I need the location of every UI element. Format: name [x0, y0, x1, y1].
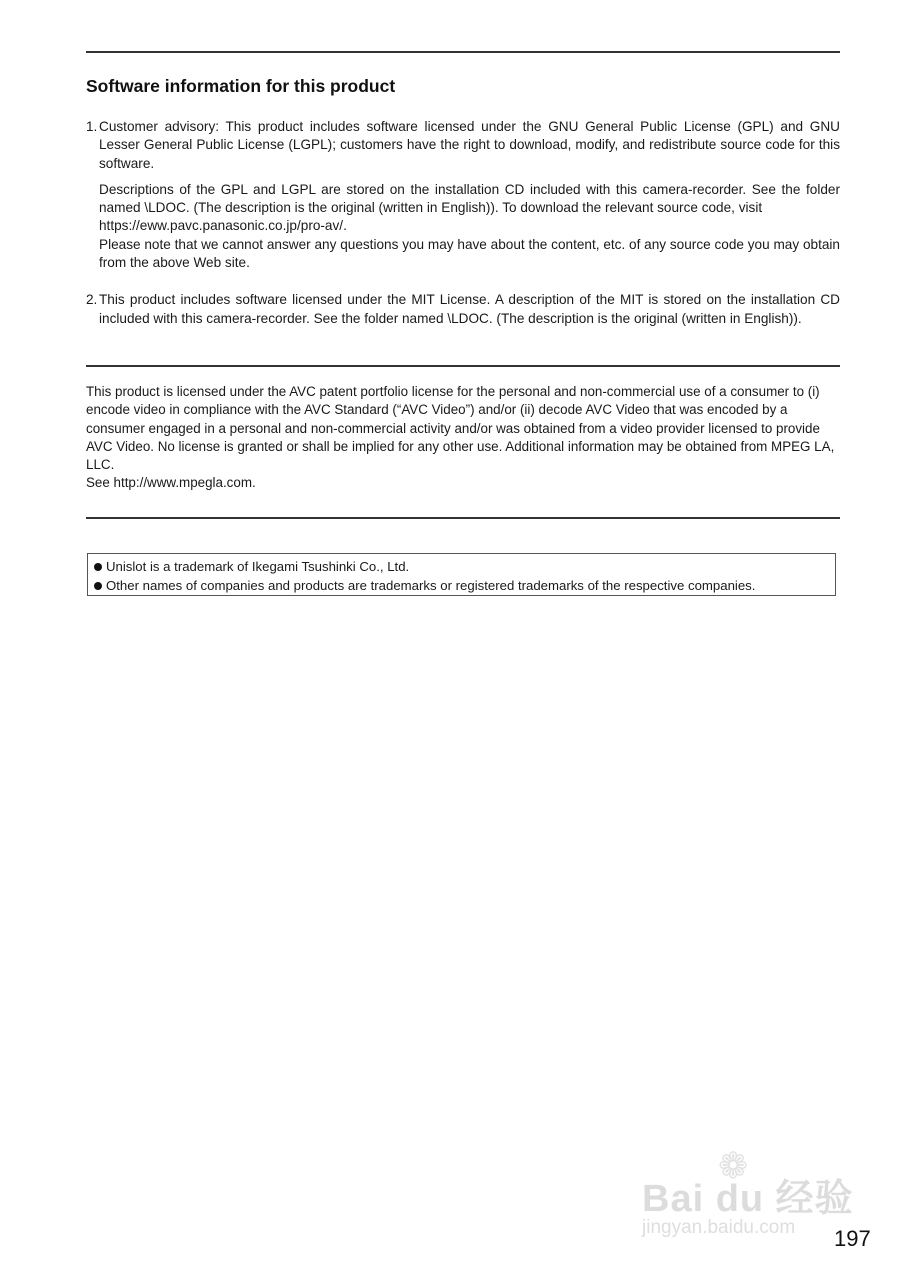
bullet-icon	[94, 582, 102, 590]
top-rule	[86, 51, 840, 53]
support-note: Please note that we cannot answer any questions you may have about the content, etc. of any source code you may obtain from the above Web site.	[99, 236, 840, 271]
list-item	[86, 291, 840, 328]
watermark-logo: Bai du 经验	[642, 1178, 854, 1220]
page-number: 197	[834, 1226, 871, 1251]
gpl-description-text: Descriptions of the GPL and LGPL are stored on the installation CD included with this camera-recorder. See the folder named \LDOC. (The description is the original (written in English)). To download the relevant source code, visit	[99, 181, 840, 216]
list-item	[86, 118, 840, 173]
avc-license-text: This product is licensed under the AVC patent portfolio license for the personal and non-commercial use of a consumer to (i) encode video in compliance with the AVC Standard (“AVC Video”) and/or (ii) decode AVC Video that was encoded by a consumer engaged in a personal and non-commercial activity and/or was obtained from a video provider licensed to provide AVC Video. No license is granted or shall be implied for any other use. Additional information may be obtained from MPEG LA, LLC.	[86, 384, 835, 473]
source-code-url: https://eww.pavc.panasonic.co.jp/pro-av/.	[99, 218, 347, 234]
lower-rule	[86, 517, 840, 519]
trademark-line	[94, 558, 829, 577]
bullet-icon	[94, 563, 102, 571]
item-number: 1.	[86, 119, 98, 134]
mpegla-reference: See http://www.mpegla.com.	[86, 475, 256, 491]
watermark	[640, 1145, 855, 1245]
page-title: Software information for this product	[86, 76, 396, 96]
item-text: This product includes software licensed under the MIT License. A description of the MIT is stored on the installation CD included with this camera-recorder. See the folder named \LDOC. (The description is the original (written in English)).	[99, 292, 840, 326]
paw-icon: ❁	[718, 1145, 749, 1186]
license-list	[86, 118, 840, 328]
avc-license-notice	[86, 383, 840, 493]
middle-rule	[86, 365, 840, 367]
trademark-line	[94, 577, 829, 596]
gpl-description	[99, 181, 840, 272]
trademark-text: Other names of companies and products are trademarks or registered trademarks of the respective companies.	[106, 577, 756, 593]
trademark-box	[87, 553, 836, 596]
item-text: Customer advisory: This product includes software licensed under the GNU General Public License (GPL) and GNU Lesser General Public License (LGPL); customers have the right to download, modify, and redistribute source code for this software.	[99, 119, 840, 171]
item-number: 2.	[86, 292, 98, 308]
trademark-text: Unislot is a trademark of Ikegami Tsushinki Co., Ltd.	[106, 559, 410, 574]
watermark-url: jingyan.baidu.com	[642, 1217, 796, 1238]
